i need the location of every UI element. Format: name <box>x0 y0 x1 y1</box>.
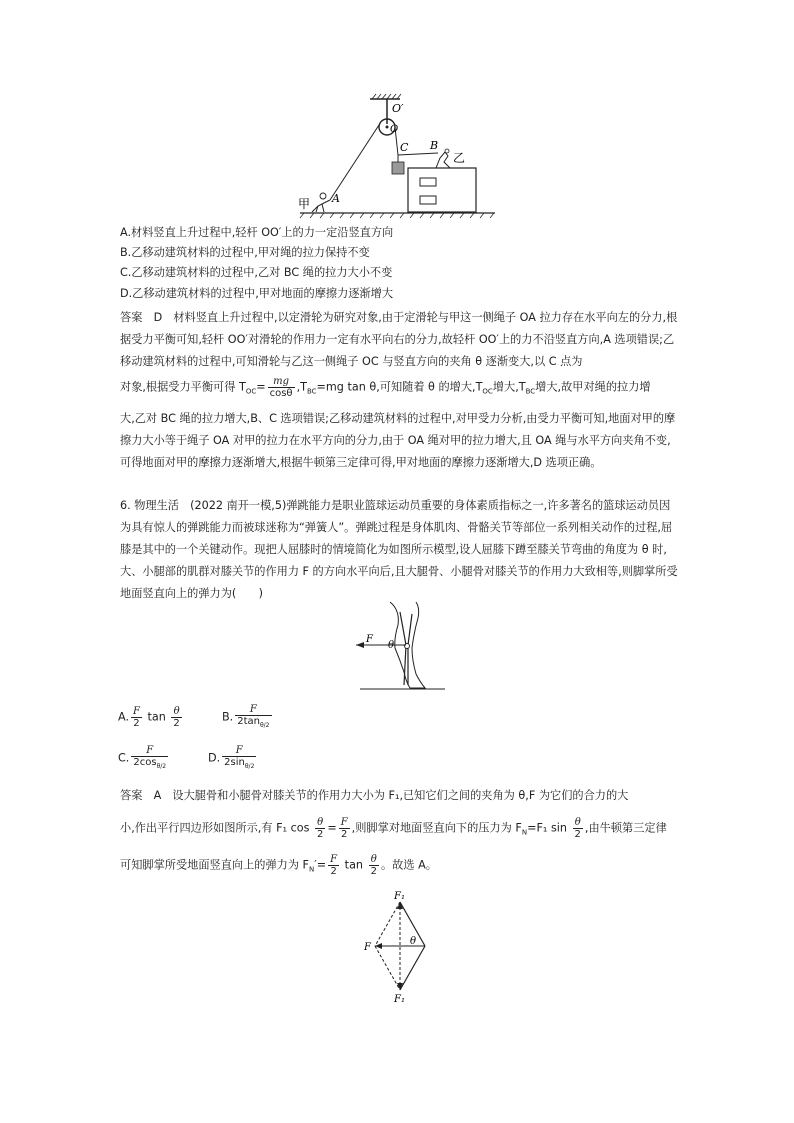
label-jia: 甲 <box>298 197 311 211</box>
q5-answer-part1: 答案 D 材料竖直上升过程中,以定滑轮为研究对象,由于定滑轮与甲这一侧绳子 OA 拉力存在水平向左的分力,根据受力平衡可知,轻杆 OO′对滑轮的作用力一定有水平向右的分力,故轻杆 OO′上的力不沿竖直方向,A 选项错误;乙移动建筑材料的过程中,可知滑轮与乙这一侧绳子 OC 与竖直方向的夹角 θ 逐渐变大,以 C 点为 <box>120 311 678 368</box>
q5-option-c: C.乙移动建筑材料的过程中,乙对 BC 绳的拉力大小不变 <box>120 266 393 279</box>
q5-option-b: B.乙移动建筑材料的过程中,甲对绳的拉力保持不变 <box>120 246 370 259</box>
q6-option-a: A. $\frac{F}{2}$ tan $\frac{\theta}{2}$ <box>118 706 180 729</box>
para-label-theta: θ <box>410 936 417 947</box>
knee-label-f: F <box>366 634 373 645</box>
label-c: C <box>400 141 409 154</box>
q5-answer-part3: 大,乙对 BC 绳的拉力增大,B、C 选项错误;乙移动建筑材料的过程中,对甲受力分析,由受力平衡可知,地面对甲的摩擦力大小等于绳子 OA 对甲的拉力在水平方向的分力,由于 OA 绳对甲的拉力增大,且 OA 绳与水平方向夹角不变,可得地面对甲的摩擦力逐渐增大,根据牛顿第三定律可得,甲对地面的摩擦力逐渐增大,D 选项正确。 <box>120 412 676 469</box>
label-o: O <box>390 124 399 135</box>
label-a: A <box>332 192 340 205</box>
q6-option-d: D. $\frac{F}{2\sin_{\theta/2}}$ <box>208 745 255 770</box>
label-yi: 乙 <box>453 151 466 165</box>
knee-model-diagram <box>350 600 450 695</box>
q5-answer-part2: 对象,根据受力平衡可得 $T_{OC}=$ $\frac{mg}{\cos\theta}$ $,T_{BC}=mg$ tan θ,可知随着 θ 的增大$,T_{OC}$增大$,T_{BC}$增大,故甲对绳的拉力增 <box>120 376 651 399</box>
label-o-prime: O′ <box>392 102 404 115</box>
q6-answer-line3: 可知脚掌所受地面竖直向上的弹力为 $F_N'=$ $\frac{F}{2}$ tan $\frac{\theta}{2}$ 。故选 A。 <box>120 854 437 877</box>
q6-answer-line2: 小,作出平行四边形如图所示,有 F₁ cos $\frac{\theta}{2}$ = $\frac{F}{2}$ ,则脚掌对地面竖直向下的压力为 $F_N=F_1$ sin $\frac{\theta}{2}$ ,由牛顿第三定律 <box>120 817 667 840</box>
knee-label-theta: θ <box>388 640 395 651</box>
para-label-f: F <box>364 942 371 953</box>
para-label-f1-bottom: F₁ <box>394 994 405 1005</box>
pulley-diagram <box>290 92 500 222</box>
para-label-f1-top: F₁ <box>394 891 405 902</box>
q6-stem: 6. 物理生活 (2022 南开一模,5)弹跳能力是职业篮球运动员重要的身体素质指标之一,许多著名的篮球运动员因为具有惊人的弹跳能力而被球迷称为“弹簧人”。弹跳过程是身体肌肉、骨骼关节等部位一系列相关动作的过程,屈膝是其中的一个关键动作。现把人屈膝时的情境简化为如图所示模型,设人屈膝下蹲至膝关节弯曲的角度为 θ 时,大、小腿部的肌群对膝关节的作用力 F 的方向水平向后,且大腿骨、小腿骨对膝关节的作用力大致相等,则脚掌所受地面竖直向上的弹力为( ) <box>120 499 678 600</box>
force-parallelogram-diagram <box>360 890 440 1005</box>
mg-over-cos-fraction: $\frac{mg}{\cos\theta}$ <box>269 376 293 399</box>
label-b: B <box>430 139 439 152</box>
q6-option-c: C. $\frac{F}{2\cos_{\theta/2}}$ <box>118 745 167 770</box>
q5-option-a: A.材料竖直上升过程中,轻杆 OO′上的力一定沿竖直方向 <box>120 226 394 239</box>
q5-option-d: D.乙移动建筑材料的过程中,甲对地面的摩擦力逐渐增大 <box>120 287 394 300</box>
q6-answer-line1: 答案 A 设大腿骨和小腿骨对膝关节的作用力大小为 F₁,已知它们之间的夹角为 θ,F 为它们的合力的大 <box>120 789 629 802</box>
q6-option-b: B. $\frac{F}{2\tan_{\theta/2}}$ <box>222 704 270 729</box>
